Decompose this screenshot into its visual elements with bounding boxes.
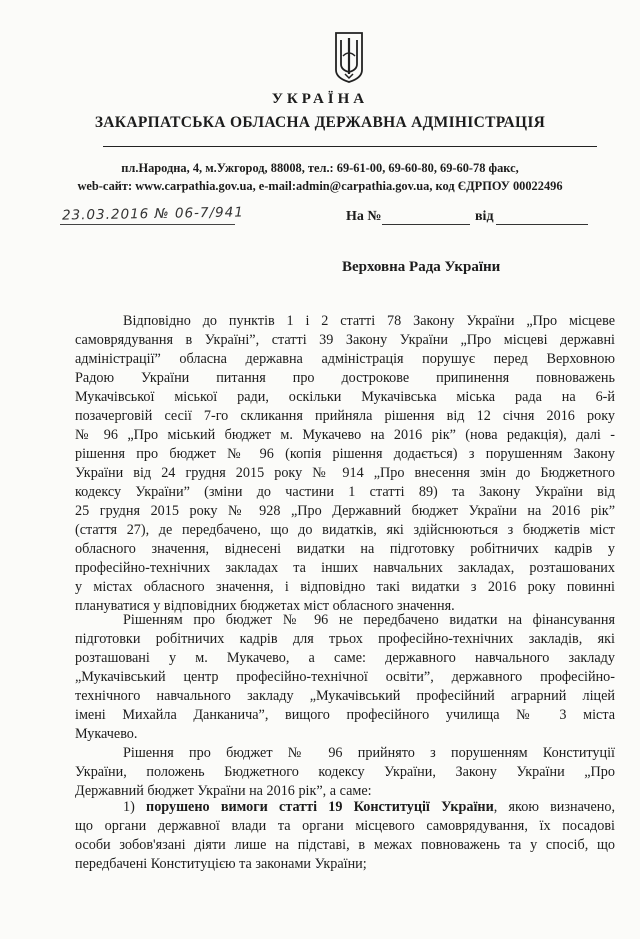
text-line: розташовані у м. Мукачево, а саме: державного навчального закладу <box>75 650 615 666</box>
text-line: позачерговій сесії 7-го скликання прийняла рішення від 12 січня 2016 року <box>75 408 615 424</box>
text-line: „Мукачівський центр професійно-технічної освіти”, державного професійно- <box>75 669 615 685</box>
text-line: що органи державної влади та органи місцевого самоврядування, їх посадові <box>75 818 615 834</box>
text-line: плануватися у відповідних бюджетах міст обласного значення. <box>75 598 455 614</box>
text-line: Відповідно до пунктів 1 і 2 статті 78 Закону України „Про місцеве <box>123 313 615 329</box>
incoming-date-blank <box>496 224 588 225</box>
text-line: адміністрації” обласна державна адміністрація порушує перед Верховною <box>75 351 615 367</box>
text-line: України від 24 грудня 2015 року № 914 „Про внесення змін до Бюджетного <box>75 465 615 481</box>
incoming-number-label: На № <box>346 209 382 224</box>
trident-emblem-icon <box>333 30 365 84</box>
text-line: технічного навчального закладу „Мукачівський професійний аграрний ліцей <box>75 688 615 704</box>
text-line: передбачені Конституцією та законами України; <box>75 856 367 872</box>
text-line: імені Михайла Данканича”, вищого професійного училища № 3 міста <box>75 707 615 723</box>
bold-violation-heading: порушено вимоги статті 19 Конституції України <box>146 799 494 815</box>
text-line: особи зобов'язані діяти лише на підставі, в межах повноважень та у спосіб, що <box>75 837 615 853</box>
paragraph-1 <box>75 312 615 616</box>
paragraph-2 <box>75 611 615 744</box>
text-line: самоврядування в Україні”, статті 39 Закону України „Про місцеві державні <box>75 332 615 348</box>
handwritten-registration-number: 23.03.2016 № 06-7/941 <box>61 204 245 224</box>
text-line: обласного значення, віднесені видатки на підготовку робітничих кадрів у <box>75 541 615 557</box>
text-line: України, положень Бюджетного кодексу України, Закону України „Про <box>75 764 615 780</box>
text-line: (стаття 27), де передбачено, що до видатків, які здійснюються з бюджетів міст <box>75 522 615 538</box>
addressee: Верховна Рада України <box>342 259 501 275</box>
contact-web: web-сайт: www.carpathia.gov.ua, e-mail:admin@carpathia.gov.ua, код ЄДРПОУ 00022496 <box>77 179 563 193</box>
text-line: рішення про бюджет № 96 (копія рішення додається) з порушенням Закону <box>75 446 615 462</box>
country-title: УКРАЇНА <box>271 91 369 107</box>
text-line: Рішення про бюджет № 96 прийнято з порушенням Конституції <box>123 745 615 761</box>
incoming-date-label: від <box>475 209 494 224</box>
text-line: Рішенням про бюджет № 96 не передбачено видатки на фінансування <box>123 612 615 628</box>
paragraph-4 <box>75 798 615 874</box>
text-line: № 96 „Про міський бюджет м. Мукачево на 2016 рік” (нова редакція), далі - <box>75 427 615 443</box>
organization-title: ЗАКАРПАТСЬКА ОБЛАСНА ДЕРЖАВНА АДМІНІСТРАЦІЯ <box>94 114 546 131</box>
line-continuation: , якою визначено, <box>493 799 615 815</box>
text-line: 25 грудня 2015 року № 928 „Про Державний бюджет України на 2016 рік” <box>75 503 615 519</box>
text-line: Мукачево. <box>75 726 138 742</box>
text-line: професійно-технічних закладах та інших навчальних закладах, розташованих <box>75 560 615 576</box>
incoming-number-blank <box>382 224 470 225</box>
text-line: кодексу України” (зміни до частини 1 статті 89) та Закону України від <box>75 484 615 500</box>
text-line: Мукачівської міської ради, оскільки Мукачівська міська рада на 6-й <box>75 389 615 405</box>
registration-underline <box>60 224 235 225</box>
paragraph-3 <box>75 744 615 801</box>
contact-address: пл.Народна, 4, м.Ужгород, 88008, тел.: 69-61-00, 69-60-80, 69-60-78 факс, <box>121 161 519 175</box>
text-line: у містах обласного значення, і відповідно такі видатки з 2016 року повинні <box>75 579 615 595</box>
text-line: підготовки робітничих кадрів для трьох професійно-технічних закладів, які <box>75 631 615 647</box>
list-number: 1) <box>123 799 147 815</box>
text-line: Радою України питання про дострокове припинення повноважень <box>75 370 615 386</box>
header-divider <box>103 146 597 147</box>
text-line: Державний бюджет України на 2016 рік”, а саме: <box>75 783 372 799</box>
text-line <box>75 798 615 817</box>
